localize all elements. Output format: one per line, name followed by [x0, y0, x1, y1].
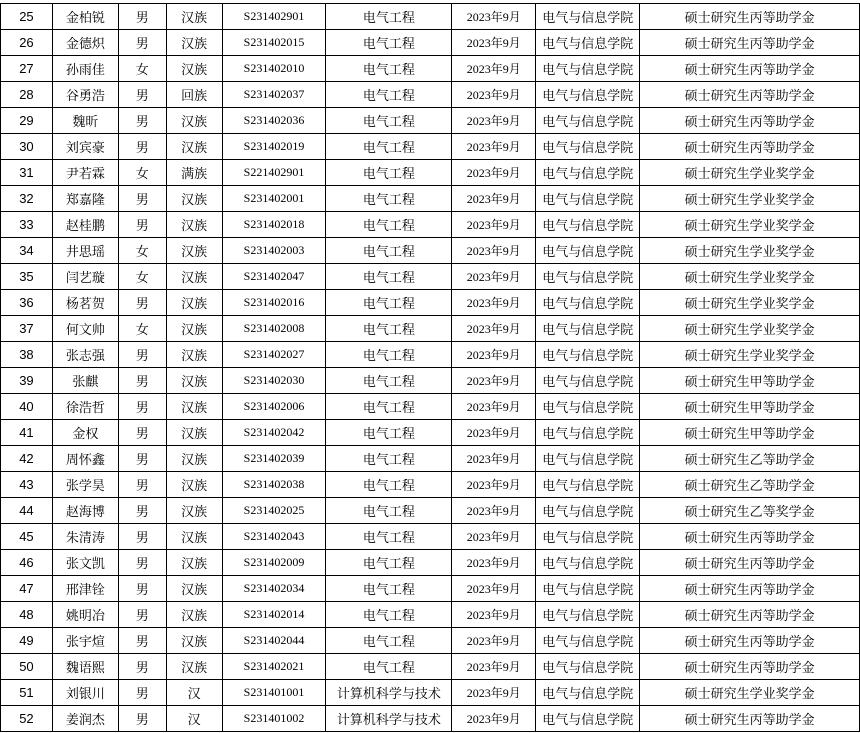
student-name-cell: 刘银川: [52, 680, 118, 706]
ethnicity-cell: 汉族: [166, 108, 222, 134]
student-id-cell: S231402021: [222, 654, 326, 680]
gender-cell: 男: [118, 290, 166, 316]
student-id-cell: S231402019: [222, 134, 326, 160]
row-number-cell: 43: [1, 472, 53, 498]
row-number-cell: 51: [1, 680, 53, 706]
table-body: [1, 4, 860, 732]
row-number-cell: 47: [1, 576, 53, 602]
gender-cell: 男: [118, 82, 166, 108]
ethnicity-cell: 汉族: [166, 498, 222, 524]
row-number-cell: 28: [1, 82, 53, 108]
row-number-cell: 52: [1, 706, 53, 732]
aid-type-cell: 硕士研究生丙等助学金: [640, 30, 860, 56]
row-number-cell: 34: [1, 238, 53, 264]
college-cell: 电气与信息学院: [536, 524, 640, 550]
student-id-cell: S231402001: [222, 186, 326, 212]
major-cell: 电气工程: [326, 290, 452, 316]
gender-cell: 男: [118, 212, 166, 238]
ethnicity-cell: 汉族: [166, 264, 222, 290]
aid-type-cell: 硕士研究生学业奖学金: [640, 186, 860, 212]
row-number-cell: 48: [1, 602, 53, 628]
table-row: [1, 4, 860, 30]
row-number-cell: 38: [1, 342, 53, 368]
college-cell: 电气与信息学院: [536, 160, 640, 186]
ethnicity-cell: 汉族: [166, 290, 222, 316]
ethnicity-cell: 汉族: [166, 4, 222, 30]
student-id-cell: S231402003: [222, 238, 326, 264]
row-number-cell: 42: [1, 446, 53, 472]
college-cell: 电气与信息学院: [536, 56, 640, 82]
row-number-cell: 35: [1, 264, 53, 290]
enrollment-date-cell: 2023年9月: [452, 394, 536, 420]
major-cell: 电气工程: [326, 628, 452, 654]
student-name-cell: 张麒: [52, 368, 118, 394]
enrollment-date-cell: 2023年9月: [452, 108, 536, 134]
ethnicity-cell: 满族: [166, 160, 222, 186]
row-number-cell: 29: [1, 108, 53, 134]
table-row: [1, 290, 860, 316]
college-cell: 电气与信息学院: [536, 30, 640, 56]
student-id-cell: S231402043: [222, 524, 326, 550]
gender-cell: 男: [118, 30, 166, 56]
student-name-cell: 金柏锐: [52, 4, 118, 30]
row-number-cell: 27: [1, 56, 53, 82]
major-cell: 电气工程: [326, 212, 452, 238]
gender-cell: 男: [118, 394, 166, 420]
enrollment-date-cell: 2023年9月: [452, 368, 536, 394]
student-name-cell: 金德炽: [52, 30, 118, 56]
row-number-cell: 41: [1, 420, 53, 446]
gender-cell: 男: [118, 524, 166, 550]
student-name-cell: 张宇煊: [52, 628, 118, 654]
gender-cell: 女: [118, 238, 166, 264]
aid-type-cell: 硕士研究生丙等助学金: [640, 576, 860, 602]
major-cell: 电气工程: [326, 472, 452, 498]
table-row: [1, 56, 860, 82]
enrollment-date-cell: 2023年9月: [452, 680, 536, 706]
student-name-cell: 赵海博: [52, 498, 118, 524]
table-row: [1, 472, 860, 498]
ethnicity-cell: 汉: [166, 680, 222, 706]
student-id-cell: S231402038: [222, 472, 326, 498]
ethnicity-cell: 汉族: [166, 654, 222, 680]
college-cell: 电气与信息学院: [536, 238, 640, 264]
aid-type-cell: 硕士研究生乙等助学金: [640, 446, 860, 472]
aid-type-cell: 硕士研究生丙等助学金: [640, 654, 860, 680]
college-cell: 电气与信息学院: [536, 134, 640, 160]
major-cell: 电气工程: [326, 316, 452, 342]
student-aid-table: [0, 3, 860, 732]
student-name-cell: 金权: [52, 420, 118, 446]
college-cell: 电气与信息学院: [536, 82, 640, 108]
major-cell: 电气工程: [326, 82, 452, 108]
student-name-cell: 孙雨佳: [52, 56, 118, 82]
major-cell: 电气工程: [326, 550, 452, 576]
college-cell: 电气与信息学院: [536, 212, 640, 238]
table-row: [1, 264, 860, 290]
gender-cell: 男: [118, 368, 166, 394]
major-cell: 计算机科学与技术: [326, 706, 452, 732]
student-name-cell: 姚明冶: [52, 602, 118, 628]
enrollment-date-cell: 2023年9月: [452, 342, 536, 368]
aid-type-cell: 硕士研究生丙等助学金: [640, 108, 860, 134]
table-row: [1, 30, 860, 56]
student-id-cell: S231402016: [222, 290, 326, 316]
table-row: [1, 368, 860, 394]
college-cell: 电气与信息学院: [536, 316, 640, 342]
student-id-cell: S231402025: [222, 498, 326, 524]
ethnicity-cell: 汉族: [166, 186, 222, 212]
enrollment-date-cell: 2023年9月: [452, 238, 536, 264]
row-number-cell: 50: [1, 654, 53, 680]
ethnicity-cell: 汉族: [166, 134, 222, 160]
student-name-cell: 杨茗贺: [52, 290, 118, 316]
aid-type-cell: 硕士研究生甲等助学金: [640, 420, 860, 446]
major-cell: 电气工程: [326, 576, 452, 602]
college-cell: 电气与信息学院: [536, 342, 640, 368]
enrollment-date-cell: 2023年9月: [452, 264, 536, 290]
table-row: [1, 706, 860, 732]
enrollment-date-cell: 2023年9月: [452, 82, 536, 108]
major-cell: 电气工程: [326, 602, 452, 628]
student-name-cell: 邢津铨: [52, 576, 118, 602]
student-name-cell: 闫艺璇: [52, 264, 118, 290]
table-row: [1, 628, 860, 654]
college-cell: 电气与信息学院: [536, 4, 640, 30]
student-id-cell: S231402018: [222, 212, 326, 238]
aid-type-cell: 硕士研究生丙等助学金: [640, 602, 860, 628]
ethnicity-cell: 汉族: [166, 524, 222, 550]
student-id-cell: S231402015: [222, 30, 326, 56]
student-name-cell: 张学昊: [52, 472, 118, 498]
student-id-cell: S231402010: [222, 56, 326, 82]
row-number-cell: 31: [1, 160, 53, 186]
enrollment-date-cell: 2023年9月: [452, 446, 536, 472]
aid-type-cell: 硕士研究生乙等奖学金: [640, 498, 860, 524]
gender-cell: 男: [118, 706, 166, 732]
major-cell: 电气工程: [326, 394, 452, 420]
table-row: [1, 186, 860, 212]
enrollment-date-cell: 2023年9月: [452, 160, 536, 186]
ethnicity-cell: 汉族: [166, 602, 222, 628]
student-id-cell: S231402042: [222, 420, 326, 446]
student-name-cell: 张文凯: [52, 550, 118, 576]
aid-type-cell: 硕士研究生丙等助学金: [640, 628, 860, 654]
college-cell: 电气与信息学院: [536, 446, 640, 472]
table-row: [1, 394, 860, 420]
row-number-cell: 49: [1, 628, 53, 654]
row-number-cell: 44: [1, 498, 53, 524]
college-cell: 电气与信息学院: [536, 550, 640, 576]
aid-type-cell: 硕士研究生甲等助学金: [640, 394, 860, 420]
student-name-cell: 魏语熙: [52, 654, 118, 680]
college-cell: 电气与信息学院: [536, 576, 640, 602]
major-cell: 电气工程: [326, 30, 452, 56]
table-row: [1, 524, 860, 550]
aid-type-cell: 硕士研究生丙等助学金: [640, 4, 860, 30]
student-id-cell: S231402008: [222, 316, 326, 342]
gender-cell: 女: [118, 264, 166, 290]
major-cell: 计算机科学与技术: [326, 680, 452, 706]
aid-type-cell: 硕士研究生乙等助学金: [640, 472, 860, 498]
ethnicity-cell: 汉族: [166, 212, 222, 238]
gender-cell: 男: [118, 654, 166, 680]
row-number-cell: 30: [1, 134, 53, 160]
row-number-cell: 26: [1, 30, 53, 56]
row-number-cell: 37: [1, 316, 53, 342]
major-cell: 电气工程: [326, 134, 452, 160]
aid-type-cell: 硕士研究生学业奖学金: [640, 212, 860, 238]
aid-type-cell: 硕士研究生学业奖学金: [640, 160, 860, 186]
gender-cell: 男: [118, 342, 166, 368]
ethnicity-cell: 汉族: [166, 394, 222, 420]
major-cell: 电气工程: [326, 4, 452, 30]
aid-type-cell: 硕士研究生丙等助学金: [640, 82, 860, 108]
student-name-cell: 朱清涛: [52, 524, 118, 550]
table-row: [1, 342, 860, 368]
table-row: [1, 654, 860, 680]
major-cell: 电气工程: [326, 108, 452, 134]
gender-cell: 男: [118, 628, 166, 654]
aid-type-cell: 硕士研究生学业奖学金: [640, 680, 860, 706]
major-cell: 电气工程: [326, 160, 452, 186]
student-name-cell: 赵桂鹏: [52, 212, 118, 238]
aid-type-cell: 硕士研究生丙等助学金: [640, 706, 860, 732]
enrollment-date-cell: 2023年9月: [452, 472, 536, 498]
student-id-cell: S231402044: [222, 628, 326, 654]
table-row: [1, 680, 860, 706]
student-name-cell: 何文帅: [52, 316, 118, 342]
gender-cell: 男: [118, 576, 166, 602]
enrollment-date-cell: 2023年9月: [452, 134, 536, 160]
college-cell: 电气与信息学院: [536, 706, 640, 732]
table-row: [1, 160, 860, 186]
enrollment-date-cell: 2023年9月: [452, 524, 536, 550]
enrollment-date-cell: 2023年9月: [452, 30, 536, 56]
ethnicity-cell: 汉族: [166, 56, 222, 82]
row-number-cell: 33: [1, 212, 53, 238]
student-id-cell: S231402047: [222, 264, 326, 290]
enrollment-date-cell: 2023年9月: [452, 4, 536, 30]
table-row: [1, 446, 860, 472]
college-cell: 电气与信息学院: [536, 368, 640, 394]
college-cell: 电气与信息学院: [536, 420, 640, 446]
gender-cell: 男: [118, 108, 166, 134]
gender-cell: 男: [118, 4, 166, 30]
major-cell: 电气工程: [326, 186, 452, 212]
gender-cell: 男: [118, 420, 166, 446]
aid-type-cell: 硕士研究生丙等助学金: [640, 56, 860, 82]
gender-cell: 女: [118, 316, 166, 342]
enrollment-date-cell: 2023年9月: [452, 420, 536, 446]
college-cell: 电气与信息学院: [536, 186, 640, 212]
student-name-cell: 刘宾豪: [52, 134, 118, 160]
college-cell: 电气与信息学院: [536, 108, 640, 134]
gender-cell: 男: [118, 446, 166, 472]
major-cell: 电气工程: [326, 654, 452, 680]
enrollment-date-cell: 2023年9月: [452, 550, 536, 576]
table-row: [1, 550, 860, 576]
college-cell: 电气与信息学院: [536, 498, 640, 524]
student-id-cell: S231402009: [222, 550, 326, 576]
student-id-cell: S231402027: [222, 342, 326, 368]
gender-cell: 女: [118, 56, 166, 82]
enrollment-date-cell: 2023年9月: [452, 654, 536, 680]
major-cell: 电气工程: [326, 524, 452, 550]
ethnicity-cell: 汉族: [166, 628, 222, 654]
college-cell: 电气与信息学院: [536, 264, 640, 290]
student-name-cell: 周怀鑫: [52, 446, 118, 472]
enrollment-date-cell: 2023年9月: [452, 576, 536, 602]
ethnicity-cell: 汉: [166, 706, 222, 732]
enrollment-date-cell: 2023年9月: [452, 56, 536, 82]
ethnicity-cell: 汉族: [166, 342, 222, 368]
major-cell: 电气工程: [326, 264, 452, 290]
aid-type-cell: 硕士研究生学业奖学金: [640, 264, 860, 290]
ethnicity-cell: 汉族: [166, 368, 222, 394]
enrollment-date-cell: 2023年9月: [452, 706, 536, 732]
table-row: [1, 238, 860, 264]
major-cell: 电气工程: [326, 56, 452, 82]
student-id-cell: S231402034: [222, 576, 326, 602]
row-number-cell: 39: [1, 368, 53, 394]
ethnicity-cell: 汉族: [166, 446, 222, 472]
college-cell: 电气与信息学院: [536, 680, 640, 706]
row-number-cell: 45: [1, 524, 53, 550]
student-name-cell: 徐浩哲: [52, 394, 118, 420]
enrollment-date-cell: 2023年9月: [452, 290, 536, 316]
college-cell: 电气与信息学院: [536, 654, 640, 680]
student-id-cell: S231402039: [222, 446, 326, 472]
college-cell: 电气与信息学院: [536, 602, 640, 628]
table-row: [1, 134, 860, 160]
enrollment-date-cell: 2023年9月: [452, 628, 536, 654]
college-cell: 电气与信息学院: [536, 290, 640, 316]
aid-type-cell: 硕士研究生甲等助学金: [640, 368, 860, 394]
ethnicity-cell: 汉族: [166, 420, 222, 446]
enrollment-date-cell: 2023年9月: [452, 212, 536, 238]
row-number-cell: 36: [1, 290, 53, 316]
student-name-cell: 郑嘉隆: [52, 186, 118, 212]
aid-type-cell: 硕士研究生学业奖学金: [640, 238, 860, 264]
student-name-cell: 谷勇浩: [52, 82, 118, 108]
enrollment-date-cell: 2023年9月: [452, 186, 536, 212]
table-row: [1, 420, 860, 446]
table-row: [1, 498, 860, 524]
major-cell: 电气工程: [326, 446, 452, 472]
student-id-cell: S231402030: [222, 368, 326, 394]
table-row: [1, 602, 860, 628]
aid-type-cell: 硕士研究生学业奖学金: [640, 316, 860, 342]
enrollment-date-cell: 2023年9月: [452, 498, 536, 524]
table-row: [1, 108, 860, 134]
major-cell: 电气工程: [326, 420, 452, 446]
ethnicity-cell: 汉族: [166, 472, 222, 498]
enrollment-date-cell: 2023年9月: [452, 316, 536, 342]
aid-type-cell: 硕士研究生学业奖学金: [640, 342, 860, 368]
student-name-cell: 姜润杰: [52, 706, 118, 732]
gender-cell: 男: [118, 186, 166, 212]
student-id-cell: S231401001: [222, 680, 326, 706]
major-cell: 电气工程: [326, 368, 452, 394]
table-row: [1, 82, 860, 108]
row-number-cell: 32: [1, 186, 53, 212]
student-id-cell: S231402006: [222, 394, 326, 420]
student-id-cell: S231402036: [222, 108, 326, 134]
ethnicity-cell: 汉族: [166, 316, 222, 342]
aid-type-cell: 硕士研究生丙等助学金: [640, 524, 860, 550]
row-number-cell: 40: [1, 394, 53, 420]
aid-type-cell: 硕士研究生丙等助学金: [640, 550, 860, 576]
ethnicity-cell: 汉族: [166, 30, 222, 56]
student-id-cell: S231401002: [222, 706, 326, 732]
ethnicity-cell: 汉族: [166, 550, 222, 576]
college-cell: 电气与信息学院: [536, 394, 640, 420]
student-id-cell: S231402901: [222, 4, 326, 30]
college-cell: 电气与信息学院: [536, 472, 640, 498]
gender-cell: 男: [118, 134, 166, 160]
gender-cell: 男: [118, 498, 166, 524]
student-id-cell: S231402037: [222, 82, 326, 108]
student-name-cell: 尹若霖: [52, 160, 118, 186]
student-name-cell: 魏昕: [52, 108, 118, 134]
table-row: [1, 316, 860, 342]
row-number-cell: 46: [1, 550, 53, 576]
aid-type-cell: 硕士研究生丙等助学金: [640, 134, 860, 160]
college-cell: 电气与信息学院: [536, 628, 640, 654]
major-cell: 电气工程: [326, 498, 452, 524]
enrollment-date-cell: 2023年9月: [452, 602, 536, 628]
major-cell: 电气工程: [326, 238, 452, 264]
row-number-cell: 25: [1, 4, 53, 30]
gender-cell: 男: [118, 680, 166, 706]
student-name-cell: 井思瑶: [52, 238, 118, 264]
table-row: [1, 212, 860, 238]
table-row: [1, 576, 860, 602]
major-cell: 电气工程: [326, 342, 452, 368]
gender-cell: 男: [118, 550, 166, 576]
student-id-cell: S231402014: [222, 602, 326, 628]
aid-type-cell: 硕士研究生学业奖学金: [640, 290, 860, 316]
gender-cell: 男: [118, 472, 166, 498]
gender-cell: 男: [118, 602, 166, 628]
gender-cell: 女: [118, 160, 166, 186]
ethnicity-cell: 回族: [166, 82, 222, 108]
student-id-cell: S221402901: [222, 160, 326, 186]
student-name-cell: 张志强: [52, 342, 118, 368]
ethnicity-cell: 汉族: [166, 238, 222, 264]
ethnicity-cell: 汉族: [166, 576, 222, 602]
